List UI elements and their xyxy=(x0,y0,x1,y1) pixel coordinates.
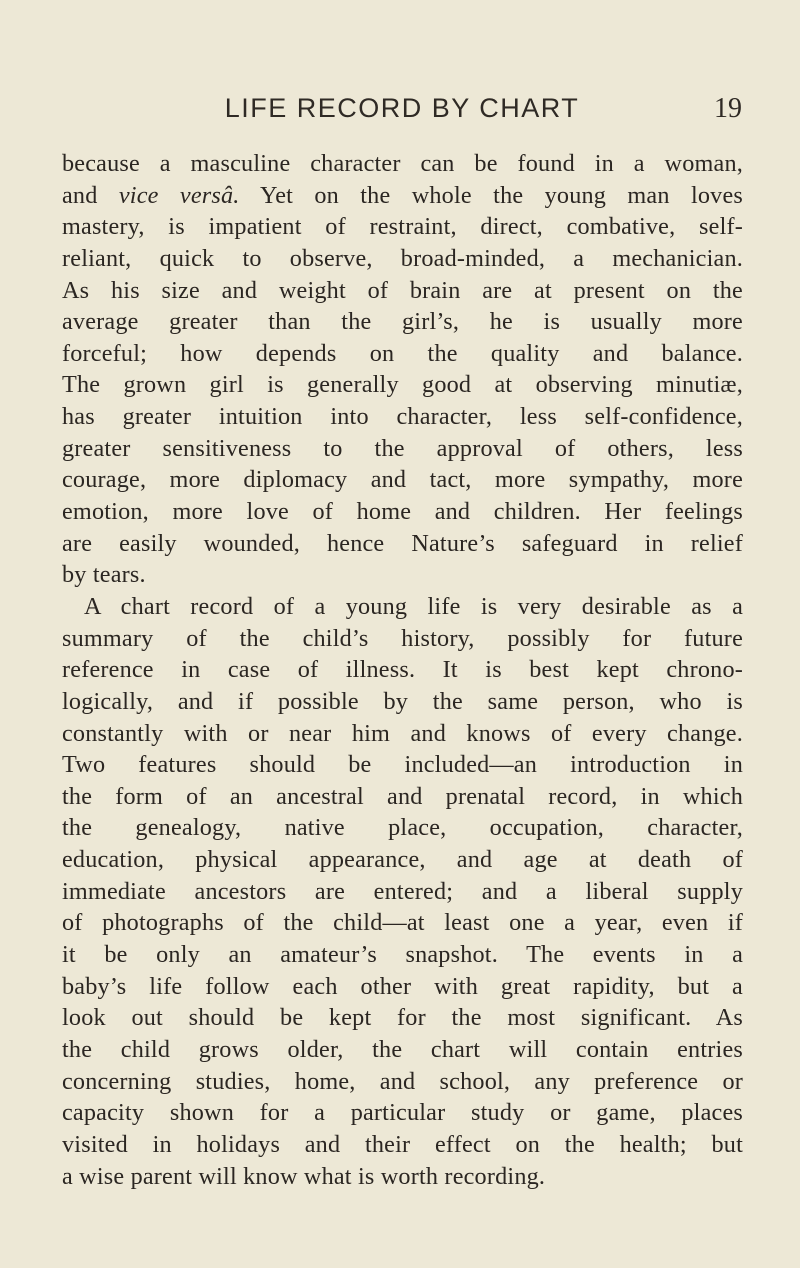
text-line: forceful; how depends on the quality and balance. xyxy=(62,339,743,367)
italic-phrase: vice versâ. xyxy=(118,181,240,209)
text-line: concerning studies, home, and school, any preference or xyxy=(62,1067,743,1095)
text-line: reliant, quick to observe, broad-minded, a mechanician. xyxy=(62,244,743,272)
text-line: the child grows older, the chart will contain entries xyxy=(62,1035,743,1063)
text-line: baby’s life follow each other with great rapidity, but a xyxy=(62,972,743,1000)
text-line: immediate ancestors are entered; and a liberal supply xyxy=(62,877,743,905)
text-line: greater sensitiveness to the approval of others, less xyxy=(62,434,743,462)
text-line: of photographs of the child—at least one a year, even if xyxy=(62,909,743,937)
text-line: the form of an ancestral and prenatal record, in which xyxy=(62,782,743,810)
text-line: The grown girl is generally good at observing minutiæ, xyxy=(62,371,743,399)
text-line: courage, more diplomacy and tact, more sympathy, more xyxy=(62,466,743,494)
text-line: by tears. xyxy=(62,561,146,589)
page-number: 19 xyxy=(714,93,742,124)
text-line: because a masculine character can be found in a woman, xyxy=(62,150,743,177)
text-line: capacity shown for a particular study or game, places xyxy=(62,1099,743,1127)
running-head: LIFE RECORD BY CHART xyxy=(224,93,580,123)
text-line: emotion, more love of home and children. Her feelings xyxy=(62,498,743,526)
text-line: it be only an amateur’s snapshot. The events in a xyxy=(62,941,743,969)
text-line: reference in case of illness. It is best kept chrono- xyxy=(62,656,743,684)
page-header xyxy=(62,93,742,133)
text-line: visited in holidays and their effect on the health; but xyxy=(62,1130,743,1158)
text-line: Two features should be included—an introduction in xyxy=(62,751,743,779)
text-line: logically, and if possible by the same person, who is xyxy=(62,687,743,715)
body-text xyxy=(62,148,743,1192)
text-line: average greater than the girl’s, he is usually more xyxy=(62,308,743,336)
text-line: and vice versâ. Yet on the whole the young man loves xyxy=(62,181,743,209)
text-line: A chart record of a young life is very desirable as a xyxy=(84,592,743,620)
text-line: mastery, is impatient of restraint, direct, combative, self- xyxy=(62,213,743,241)
text-line: a wise parent will know what is worth recording. xyxy=(62,1162,546,1190)
text-line: As his size and weight of brain are at present on the xyxy=(62,276,743,304)
text-line: the genealogy, native place, occupation, character, xyxy=(62,814,743,842)
text-line: look out should be kept for the most significant. As xyxy=(62,1004,743,1032)
text-line: has greater intuition into character, less self-confidence, xyxy=(62,403,743,431)
text-line: education, physical appearance, and age at death of xyxy=(62,846,743,874)
text-line: constantly with or near him and knows of every change. xyxy=(62,719,743,747)
text-line: summary of the child’s history, possibly for future xyxy=(62,624,743,652)
text-line: are easily wounded, hence Nature’s safeguard in relief xyxy=(62,529,743,557)
